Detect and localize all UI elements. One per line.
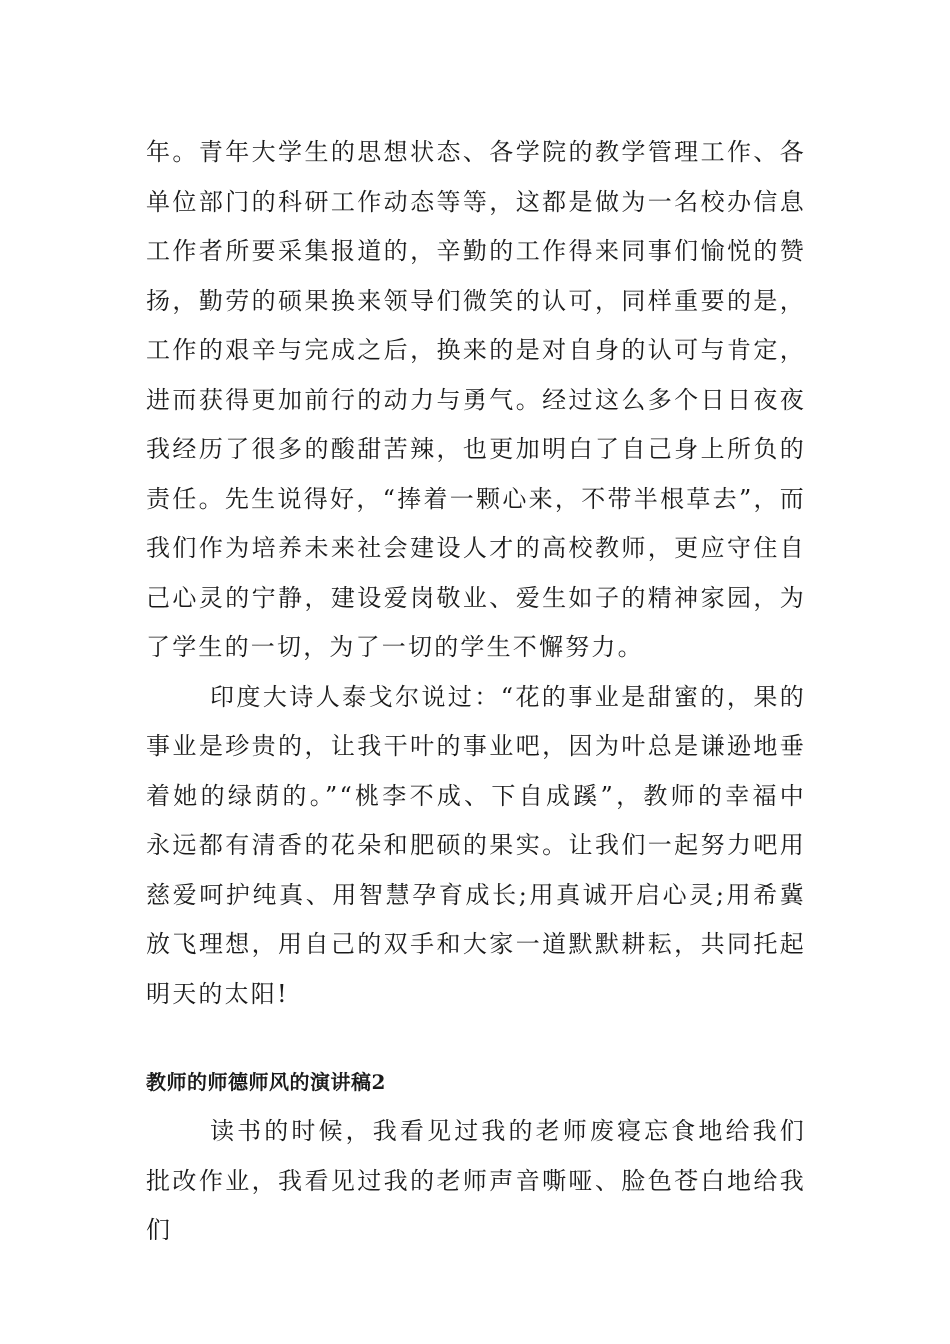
document-body [146,128,806,1256]
paragraph-tagore-quote: 印度大诗人泰戈尔说过：“花的事业是甜蜜的，果的事业是珍贵的，让我干叶的事业吧，因为叶总是谦逊地垂着她的绿荫的。”“桃李不成、下自成蹊”，教师的幸福中永远都有清香的花朵和肥硕的果实。让我们一起努力吧用慈爱呵护纯真、用智慧孕育成长;用真诚开启心灵;用希冀放飞理想，用自己的双手和大家一道默默耕耘，共同托起明天的太阳! [146,682,806,1008]
section-paragraph: 读书的时候，我看见过我的老师废寝忘食地给我们批改作业，我看见过我的老师声音嘶哑、脸色苍白地给我们 [146,1117,806,1244]
paragraph-continued: 年。青年大学生的思想状态、各学院的教学管理工作、各单位部门的科研工作动态等等，这都是做为一名校办信息工作者所要采集报道的，辛勤的工作得来同事们愉悦的赞扬，勤劳的硕果换来领导们微笑的认可，同样重要的是，工作的艰辛与完成之后，换来的是对自身的认可与肯定，进而获得更加前行的动力与勇气。经过这么多个日日夜夜我经历了很多的酸甜苦辣，也更加明白了自己身上所负的责任。先生说得好，“捧着一颗心来，不带半根草去”，而我们作为培养未来社会建设人才的高校教师，更应守住自己心灵的宁静，建设爱岗敬业、爱生如子的精神家园，为了学生的一切，为了一切的学生不懈努力。 [146,138,806,661]
section-title: 教师的师德师风的演讲稿2 [146,1070,386,1094]
